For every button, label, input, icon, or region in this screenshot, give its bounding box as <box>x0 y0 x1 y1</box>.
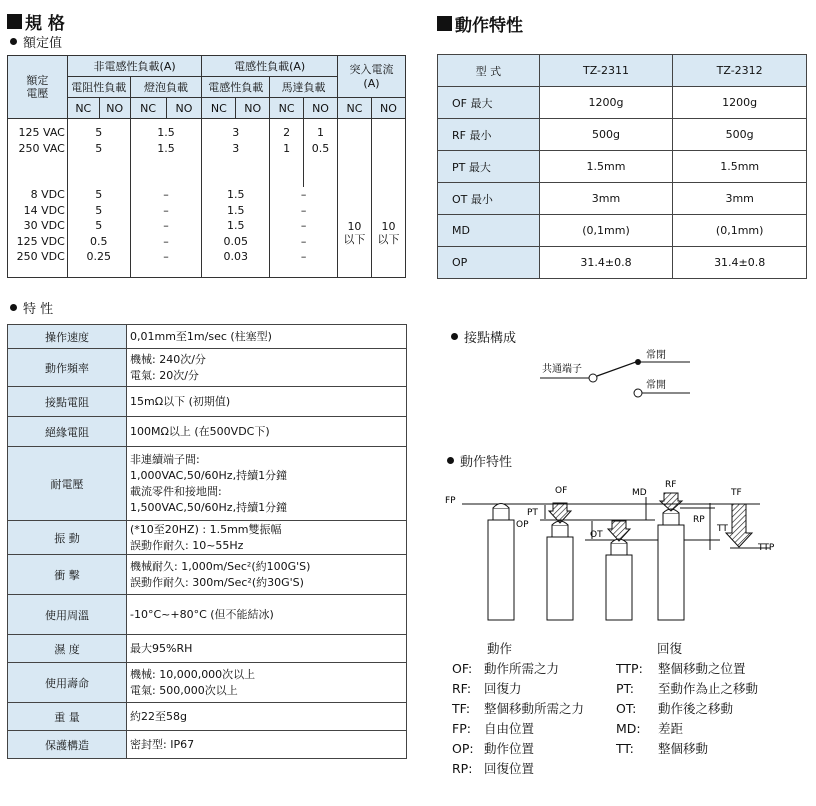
square-icon <box>7 14 22 29</box>
contact-subtitle-text: 接點構成 <box>464 331 517 346</box>
rated-subtitle <box>10 32 62 51</box>
bullet-icon <box>10 304 17 311</box>
operating-value: (0,1mm) <box>539 215 673 247</box>
fp-label: FP <box>445 496 456 506</box>
legend-abbr: OT: <box>616 701 637 716</box>
characteristic-value: -10°C~+80°C (但不能結冰) <box>127 595 407 635</box>
characteristic-value: 15mΩ以下 (初期值) <box>127 387 407 417</box>
legend-abbr: OP: <box>452 741 474 756</box>
spec-title-text: 規 格 <box>25 14 65 34</box>
legend-item <box>616 699 758 719</box>
inrush-no-cell <box>371 119 405 278</box>
nc-header: NC <box>270 98 304 119</box>
operating-label: OP <box>438 247 540 279</box>
characteristic-row <box>8 387 407 417</box>
square-icon <box>437 16 452 31</box>
cell-value: 5 <box>95 219 103 232</box>
characteristic-value: 機械: 240次/分 電氣: 20次/分 <box>127 349 407 387</box>
characteristic-label: 操作速度 <box>8 325 127 349</box>
characteristic-label: 衝 擊 <box>8 555 127 595</box>
cell-value: 0.03 <box>223 250 249 263</box>
characteristic-label: 動作頻率 <box>8 349 127 387</box>
cell-value: 1.5 <box>157 126 175 139</box>
cell-value: – <box>300 234 307 248</box>
legend-abbr: RP: <box>452 761 473 776</box>
legend-abbr: RF: <box>452 681 472 696</box>
legend-desc: 動作所需之力 <box>484 661 560 676</box>
legend-abbr: FP: <box>452 721 471 736</box>
operating-row <box>438 183 807 215</box>
legend-abbr: TT: <box>616 741 634 756</box>
legend-desc: 動作後之移動 <box>658 701 734 716</box>
plunger-body <box>606 555 632 620</box>
characteristic-row <box>8 663 407 703</box>
cell-value: 10 以下 <box>343 220 366 246</box>
legend-item <box>452 679 584 699</box>
operating-value: 31.4±0.8 <box>539 247 673 279</box>
operating-value: 3mm <box>539 183 673 215</box>
inrush-nc-cell <box>337 119 371 278</box>
rated-voltage-header-text: 額定電壓 <box>26 74 49 100</box>
nc-header: NC <box>130 98 166 119</box>
ttp-label: TTP <box>758 543 775 553</box>
common-terminal-label: 共通端子 <box>542 364 582 375</box>
legend-abbr: TF: <box>452 701 471 716</box>
voltage-value: 8 VDC <box>30 188 65 201</box>
ac-voltage-cell <box>8 119 68 188</box>
ind-header: 電感性負載(A) <box>202 56 338 77</box>
cell-value: 1 <box>317 126 324 139</box>
cell-value: – <box>163 203 169 217</box>
cell-value: – <box>163 234 169 248</box>
rated-table <box>7 55 406 278</box>
legend-item <box>452 699 584 719</box>
bullet-icon <box>447 457 454 464</box>
operating-value: (0,1mm) <box>673 215 807 247</box>
cell-value: 2 <box>283 126 291 139</box>
no-contact <box>634 389 642 397</box>
nonind-header: 非電感性負載(A) <box>67 56 202 77</box>
ot-label: OT <box>590 530 603 540</box>
lamp-load-header: 燈泡負載 <box>130 77 202 98</box>
cell-value: 0.5 <box>311 141 330 155</box>
characteristic-row <box>8 417 407 447</box>
inrush-header <box>337 56 405 98</box>
cell-value: – <box>300 203 307 217</box>
operating-label: OF 最大 <box>438 87 540 119</box>
operating-table <box>437 54 807 279</box>
operating-value: 31.4±0.8 <box>673 247 807 279</box>
legend-item <box>452 739 584 759</box>
plunger-tip <box>493 508 509 520</box>
cell-value: – <box>300 250 307 263</box>
characteristic-row <box>8 521 407 555</box>
characteristic-label: 使用壽命 <box>8 663 127 703</box>
plunger-body <box>658 525 684 620</box>
voltage-value: 250 VDC <box>16 250 65 263</box>
operating-row <box>438 151 807 183</box>
common-terminal <box>589 374 597 382</box>
operating-value: 1200g <box>539 87 673 119</box>
characteristic-row <box>8 703 407 731</box>
cell-value: 0.5 <box>89 234 108 248</box>
operating-value: 500g <box>673 119 807 151</box>
legend-desc: 整個移動所需之力 <box>484 701 585 716</box>
cell-value: – <box>163 219 169 232</box>
operating-title <box>437 11 523 36</box>
no-label: 常開 <box>646 380 666 391</box>
plunger-body <box>547 537 573 620</box>
cell-value: – <box>300 219 307 232</box>
legend-desc: 整個移動 <box>658 741 709 756</box>
legend-desc: 動作位置 <box>484 741 535 756</box>
characteristic-value: 機械: 10,000,000次以上 電氣: 500,000次以上 <box>127 663 407 703</box>
operating-value: 3mm <box>673 183 807 215</box>
plunger-tip <box>552 525 568 537</box>
legend-desc: 回復位置 <box>484 761 535 776</box>
char-subtitle-text: 特 性 <box>23 302 54 317</box>
bullet-icon <box>451 333 458 340</box>
characteristic-label: 濕 度 <box>8 635 127 663</box>
operating-label: PT 最大 <box>438 151 540 183</box>
spec-title <box>7 9 65 34</box>
operating-row <box>438 247 807 279</box>
characteristic-row <box>8 595 407 635</box>
characteristic-value: 約22至58g <box>127 703 407 731</box>
dc-voltage-cell <box>8 187 68 278</box>
ac-motor-nc-cell <box>270 119 304 188</box>
operating-label: RF 最小 <box>438 119 540 151</box>
voltage-value: 250 VAC <box>18 141 65 155</box>
op-label: OP <box>516 520 529 530</box>
legend-abbr: PT: <box>616 681 635 696</box>
legend-abbr: OF: <box>452 661 473 676</box>
legend-desc: 自由位置 <box>484 721 535 736</box>
legend-item <box>616 719 758 739</box>
characteristic-value: 0,01mm至1m/sec (柱塞型) <box>127 325 407 349</box>
legend-right <box>616 659 758 759</box>
characteristic-label: 耐電壓 <box>8 447 127 521</box>
force-arrow-rf <box>660 493 682 511</box>
cell-value: 1 <box>283 141 291 155</box>
ind-load-header: 電感性負載 <box>202 77 270 98</box>
operating-value: 1.5mm <box>539 151 673 183</box>
characteristic-row <box>8 349 407 387</box>
md-label: MD <box>632 488 647 498</box>
cell-value: 1.5 <box>227 188 245 201</box>
nc-label: 常閉 <box>646 350 666 361</box>
of-label: OF <box>555 486 568 496</box>
voltage-value: 125 VDC <box>16 234 65 248</box>
characteristic-value: 非連續端子間: 1,000VAC,50/60Hz,持續1分鐘 載流零件和接地間: 1,500VAC,50/60Hz,持續1分鐘 <box>127 447 407 521</box>
plunger-tip <box>611 543 627 555</box>
pt-label: PT <box>527 508 538 518</box>
cell-value: 5 <box>95 126 103 139</box>
rated-voltage-header <box>8 56 68 119</box>
operating-row <box>438 215 807 247</box>
cell-value: 0.25 <box>86 250 111 263</box>
no-header: NO <box>371 98 405 119</box>
bullet-icon <box>10 38 17 45</box>
cell-value: 3 <box>232 141 240 155</box>
characteristic-label: 使用周溫 <box>8 595 127 635</box>
cell-value: 10 以下 <box>377 220 400 246</box>
operating-row <box>438 119 807 151</box>
legend-item <box>616 679 758 699</box>
plunger-tip <box>663 513 679 525</box>
characteristic-value: 100MΩ以上 (在500VDC下) <box>127 417 407 447</box>
cell-value: 3 <box>232 126 240 139</box>
dc-res-cell <box>67 187 130 278</box>
legend-desc: 差距 <box>658 721 684 736</box>
inrush-header-text: 突入電流(A) <box>349 62 394 90</box>
operating-value: 500g <box>539 119 673 151</box>
operating-row <box>438 87 807 119</box>
legend-desc: 回復力 <box>484 681 522 696</box>
characteristic-label: 重 量 <box>8 703 127 731</box>
res-load-header: 電阻性負載 <box>67 77 130 98</box>
dc-ind-cell <box>202 187 270 278</box>
cell-value: – <box>300 188 307 201</box>
switch-blade <box>597 362 636 376</box>
ac-ind-cell <box>202 119 270 188</box>
char-subtitle <box>10 298 53 317</box>
nc-header: NC <box>337 98 371 119</box>
op-char-subtitle-text: 動作特性 <box>460 455 513 470</box>
voltage-value: 14 VDC <box>23 203 65 217</box>
legend-desc: 整個移動之位置 <box>658 661 746 676</box>
legend-abbr: MD: <box>616 721 641 736</box>
cell-value: 5 <box>95 203 103 217</box>
no-header: NO <box>166 98 202 119</box>
legend-item <box>616 739 758 759</box>
characteristics-table <box>7 324 407 759</box>
characteristic-row <box>8 555 407 595</box>
characteristic-label: 接點電阻 <box>8 387 127 417</box>
cell-value: 1.5 <box>227 203 245 217</box>
operating-label: MD <box>438 215 540 247</box>
motor-load-header: 馬達負載 <box>270 77 338 98</box>
action-column-header: 動作 <box>487 641 513 656</box>
operating-value: 1200g <box>673 87 807 119</box>
cell-value: – <box>163 250 169 263</box>
characteristic-value: 機械耐久: 1,000m/Sec²(約100G'S) 誤動作耐久: 300m/Sec²(約30G'S) <box>127 555 407 595</box>
no-header: NO <box>304 98 338 119</box>
cell-value: 5 <box>95 141 103 155</box>
operating-label: OT 最小 <box>438 183 540 215</box>
ac-lamp-cell <box>130 119 202 188</box>
return-column-header: 回復 <box>657 641 683 656</box>
characteristic-row <box>8 731 407 759</box>
contact-diagram <box>535 345 705 405</box>
characteristic-label: 振 動 <box>8 521 127 555</box>
model-header: TZ-2312 <box>673 55 807 87</box>
ac-res-cell <box>67 119 130 188</box>
legend-item <box>452 759 584 779</box>
no-header: NO <box>99 98 130 119</box>
characteristic-row <box>8 635 407 663</box>
contact-subtitle <box>451 327 516 346</box>
characteristic-row <box>8 447 407 521</box>
rated-subtitle-text: 額定值 <box>23 36 63 51</box>
tt-label: TT <box>717 524 728 534</box>
force-arrow-ot <box>608 521 630 541</box>
characteristic-value: (*10至20HZ) : 1.5mm雙振幅 誤動作耐久: 10~55Hz <box>127 521 407 555</box>
legend-abbr: TTP: <box>616 661 643 676</box>
nc-header: NC <box>202 98 236 119</box>
rf-label: RF <box>665 480 677 490</box>
ac-motor-no-cell <box>304 119 338 188</box>
model-header: TZ-2311 <box>539 55 673 87</box>
characteristic-row <box>8 325 407 349</box>
op-char-diagram <box>440 475 810 625</box>
characteristic-label: 保護構造 <box>8 731 127 759</box>
voltage-value: 125 VAC <box>18 126 65 139</box>
model-header: 型 式 <box>438 55 540 87</box>
rp-label: RP <box>693 515 705 525</box>
plunger-body <box>488 520 514 620</box>
dc-motor-cell <box>270 187 338 278</box>
cell-value: 0.05 <box>223 234 249 248</box>
characteristic-label: 絕緣電阻 <box>8 417 127 447</box>
voltage-value: 30 VDC <box>23 219 65 232</box>
cell-value: – <box>163 188 169 201</box>
legend-desc: 至動作為止之移動 <box>658 681 759 696</box>
cell-value: 1.5 <box>157 141 175 155</box>
legend-item <box>616 659 758 679</box>
legend-item <box>452 659 584 679</box>
operating-title-text: 動作特性 <box>455 16 523 36</box>
dc-lamp-cell <box>130 187 202 278</box>
tf-label: TF <box>731 488 742 498</box>
cell-value: 1.5 <box>227 219 245 232</box>
operating-value: 1.5mm <box>673 151 807 183</box>
legend-item <box>452 719 584 739</box>
nc-header: NC <box>67 98 99 119</box>
characteristic-value: 密封型: IP67 <box>127 731 407 759</box>
no-header: NO <box>236 98 270 119</box>
force-arrow-tf <box>726 504 752 547</box>
cell-value: 5 <box>95 188 103 201</box>
characteristic-value: 最大95%RH <box>127 635 407 663</box>
legend-left <box>452 659 584 779</box>
op-char-subtitle <box>447 451 512 470</box>
